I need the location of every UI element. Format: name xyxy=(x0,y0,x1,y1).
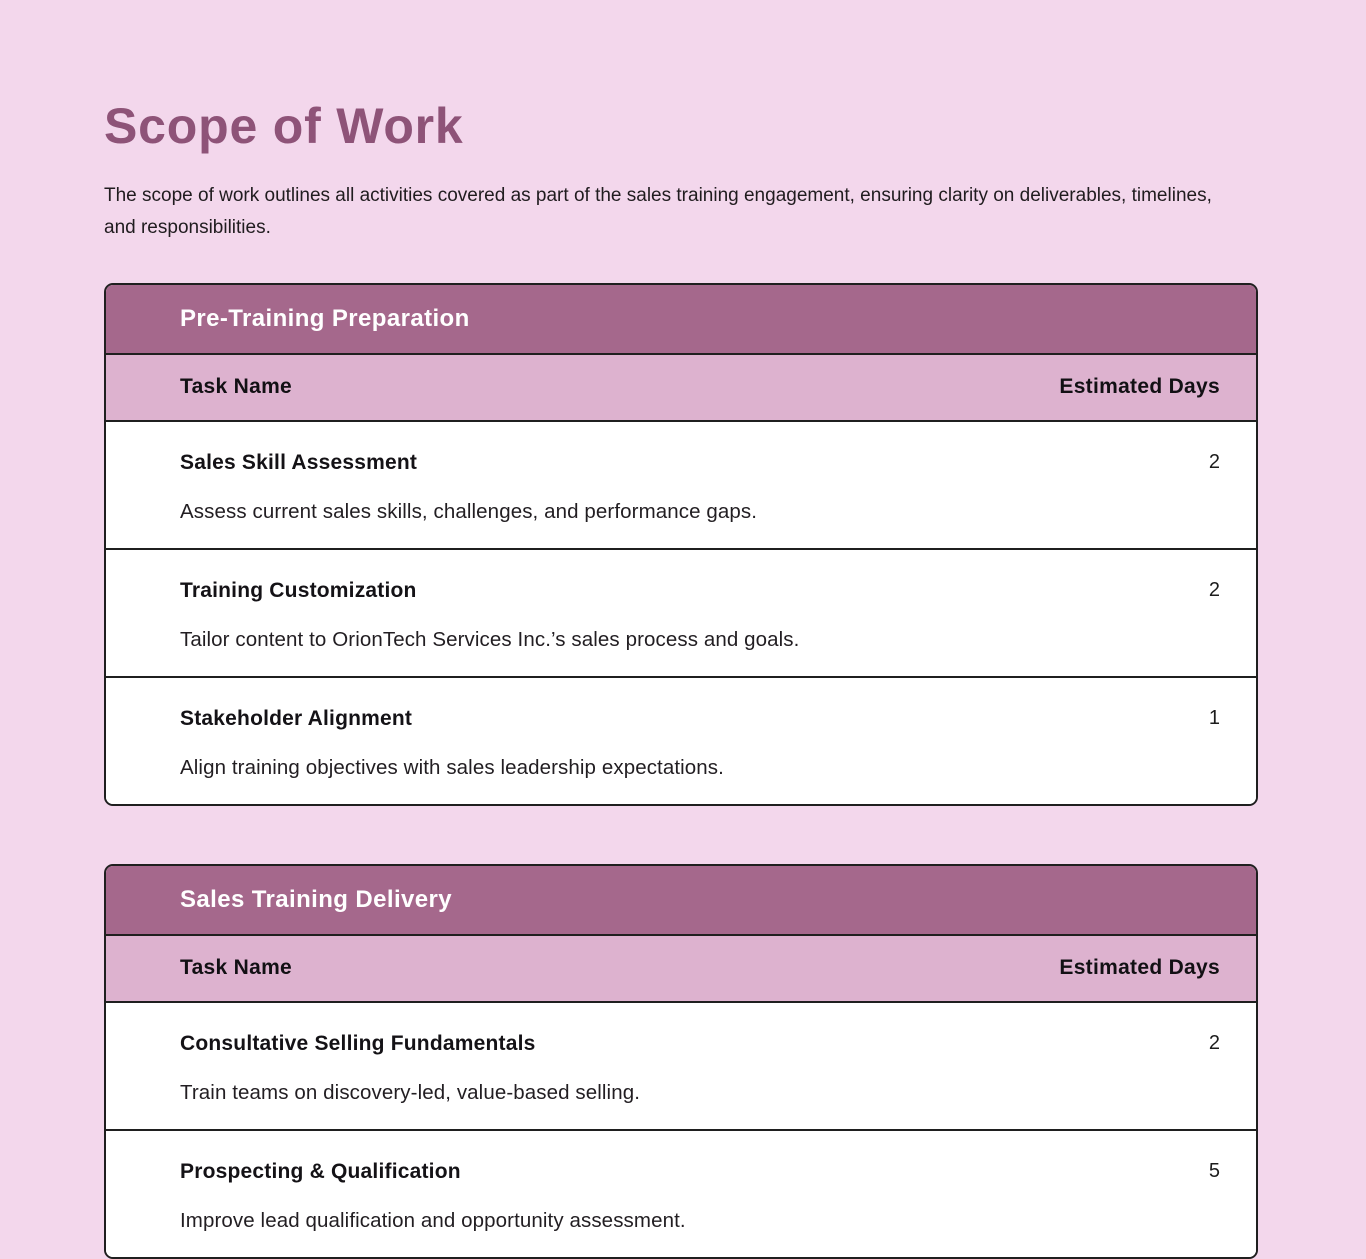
table-title: Sales Training Delivery xyxy=(180,885,452,913)
task-row-top xyxy=(180,1032,1220,1056)
table-title-bar xyxy=(106,866,1256,936)
column-header-row xyxy=(106,355,1256,422)
task-description: Train teams on discovery-led, value-based selling. xyxy=(180,1080,641,1104)
column-header-days: Estimated Days xyxy=(1059,956,1220,980)
table-row xyxy=(106,1003,1256,1131)
task-days: 2 xyxy=(1208,578,1220,601)
table-row xyxy=(106,678,1256,804)
page-title: Scope of Work xyxy=(104,98,464,154)
task-name: Stakeholder Alignment xyxy=(180,706,413,730)
scope-table xyxy=(104,283,1258,806)
table-title: Pre-Training Preparation xyxy=(180,304,470,332)
column-header-task: Task Name xyxy=(180,375,293,399)
tables xyxy=(104,283,1258,1259)
table-row xyxy=(106,550,1256,678)
column-header-days: Estimated Days xyxy=(1059,375,1220,399)
task-row-top xyxy=(180,707,1220,731)
table-body xyxy=(106,1003,1256,1257)
column-header-task: Task Name xyxy=(180,956,293,980)
table-title-bar xyxy=(106,285,1256,355)
task-row-top xyxy=(180,451,1220,475)
table-row xyxy=(106,422,1256,550)
task-name: Consultative Selling Fundamentals xyxy=(180,1031,536,1055)
task-name: Training Customization xyxy=(180,578,417,602)
task-days: 2 xyxy=(1208,450,1220,473)
task-description: Improve lead qualification and opportunity assessment. xyxy=(180,1208,686,1232)
task-days: 1 xyxy=(1208,706,1220,729)
intro-paragraph: The scope of work outlines all activities covered as part of the sales training engagement, ensuring clarity on deliverables, timelines, and responsibilities. xyxy=(104,184,1212,239)
task-description: Align training objectives with sales leadership expectations. xyxy=(180,755,724,779)
task-days: 2 xyxy=(1208,1031,1220,1054)
column-header-row xyxy=(106,936,1256,1003)
task-days: 5 xyxy=(1208,1159,1220,1182)
task-name: Prospecting & Qualification xyxy=(180,1159,461,1183)
task-row-top xyxy=(180,579,1220,603)
table-row xyxy=(106,1131,1256,1257)
task-description: Tailor content to OrionTech Services Inc.’s sales process and goals. xyxy=(180,627,800,651)
task-row-top xyxy=(180,1160,1220,1184)
task-name: Sales Skill Assessment xyxy=(180,450,418,474)
table-body xyxy=(106,422,1256,804)
task-description: Assess current sales skills, challenges, and performance gaps. xyxy=(180,499,758,523)
scope-table xyxy=(104,864,1258,1259)
